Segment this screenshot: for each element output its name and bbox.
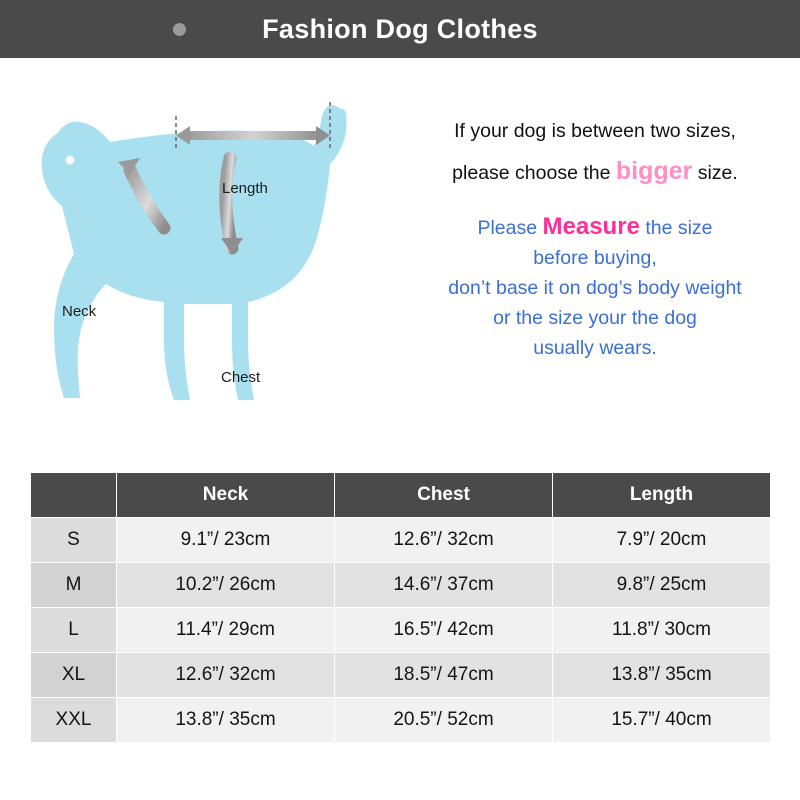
table-row (31, 608, 771, 653)
cell-chest: 18.5”/ 47cm (335, 653, 553, 698)
notice-line-2 (395, 157, 795, 186)
cell-chest: 20.5”/ 52cm (335, 698, 553, 743)
measure-paragraph-line-4: or the size your the dog (493, 307, 697, 329)
cell-length: 13.8”/ 35cm (553, 653, 771, 698)
cell-length: 11.8”/ 30cm (553, 608, 771, 653)
table-header-corner (31, 473, 117, 518)
measure-word: Measure (542, 213, 640, 240)
cell-size: M (31, 563, 117, 608)
table-header-row (31, 473, 771, 518)
table-header-length: Length (553, 473, 771, 518)
page-header (0, 0, 800, 58)
notice-line-2-after: size. (697, 162, 738, 184)
label-length: Length (222, 180, 268, 197)
measure-paragraph-line-3: don’t base it on dog’s body weight (448, 277, 742, 299)
measure-prefix: Please (477, 217, 538, 239)
notice-block (395, 120, 795, 363)
notice-line-2-before: please choose the (452, 162, 611, 184)
table-row (31, 563, 771, 608)
dog-illustration (0, 58, 390, 458)
cell-neck: 13.8”/ 35cm (117, 698, 335, 743)
page-title: Fashion Dog Clothes (262, 13, 538, 44)
label-chest: Chest (221, 369, 261, 386)
table-header-chest: Chest (335, 473, 553, 518)
cell-length: 15.7”/ 40cm (553, 698, 771, 743)
cell-size: S (31, 518, 117, 563)
measure-paragraph (395, 212, 795, 363)
cell-size: XL (31, 653, 117, 698)
cell-neck: 11.4”/ 29cm (117, 608, 335, 653)
cell-chest: 12.6”/ 32cm (335, 518, 553, 563)
cell-size: L (31, 608, 117, 653)
table-row (31, 518, 771, 563)
cell-length: 7.9”/ 20cm (553, 518, 771, 563)
cell-chest: 14.6”/ 37cm (335, 563, 553, 608)
measure-paragraph-line-1 (395, 212, 795, 243)
measure-suffix: the size (645, 217, 713, 239)
size-table-body (31, 518, 771, 743)
bullet-dot-icon (173, 23, 186, 36)
footer-spacer (0, 765, 800, 800)
table-header-neck: Neck (117, 473, 335, 518)
table-row (31, 653, 771, 698)
measure-paragraph-line-5: usually wears. (533, 337, 657, 359)
cell-chest: 16.5”/ 42cm (335, 608, 553, 653)
table-row (31, 698, 771, 743)
size-table (30, 472, 771, 743)
notice-line-1: If your dog is between two sizes, (454, 120, 736, 142)
measure-paragraph-line-2: before buying, (533, 247, 657, 269)
cell-neck: 12.6”/ 32cm (117, 653, 335, 698)
cell-neck: 9.1”/ 23cm (117, 518, 335, 563)
dog-silhouette-icon (18, 88, 378, 428)
label-neck: Neck (62, 303, 97, 320)
notice-bigger-word: bigger (615, 157, 693, 185)
cell-neck: 10.2”/ 26cm (117, 563, 335, 608)
cell-size: XXL (31, 698, 117, 743)
cell-length: 9.8”/ 25cm (553, 563, 771, 608)
size-table-head (31, 473, 771, 518)
